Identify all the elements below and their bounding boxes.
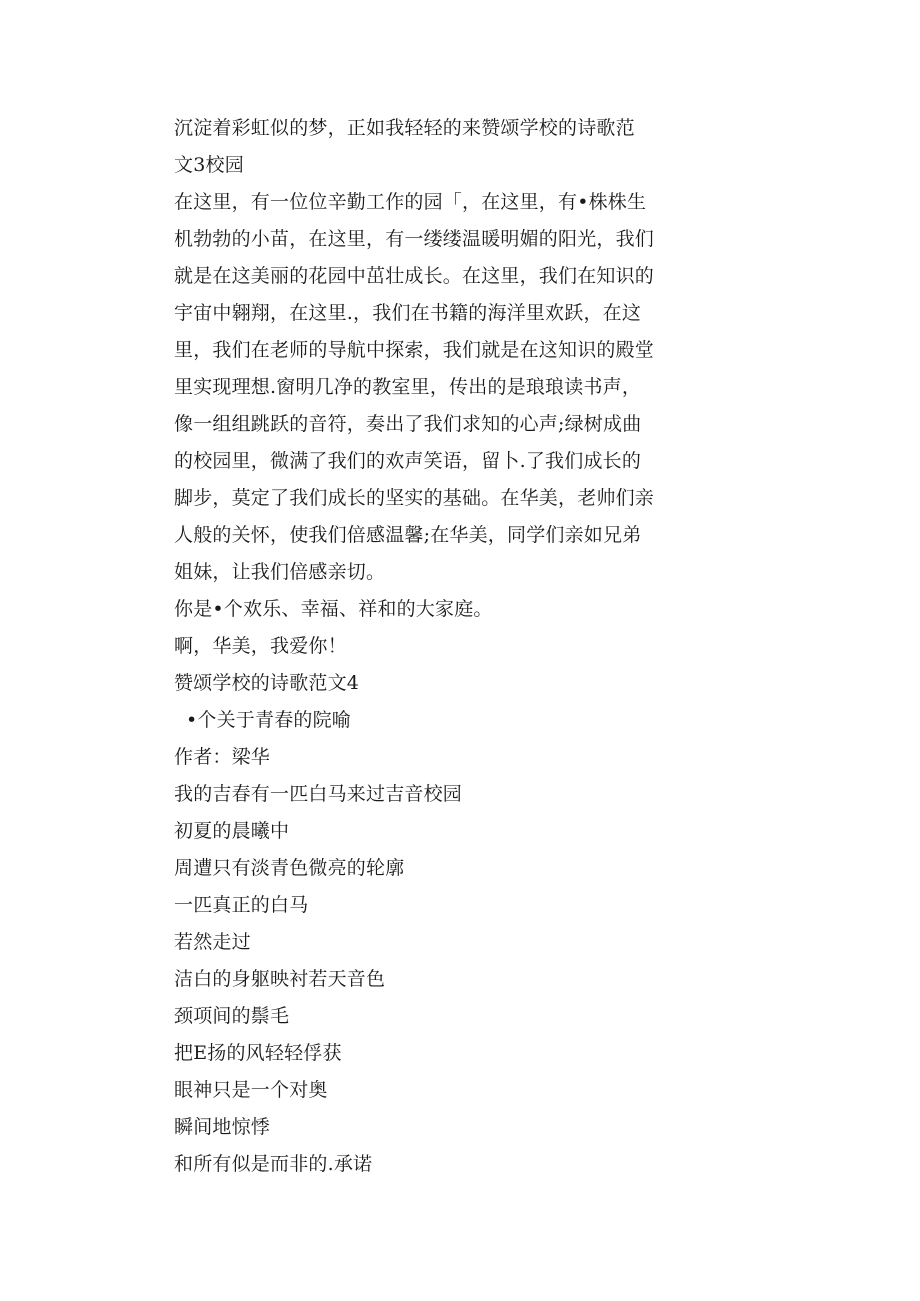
poem-line: 一匹真正的白马 [174, 894, 309, 916]
document-body [174, 110, 655, 1183]
text-line: 你是•个欢乐、幸福、祥和的大家庭。 [174, 598, 493, 620]
text-line: 文3校园 [174, 154, 244, 176]
poem-author: 作者：梁华 [174, 746, 271, 768]
text-line: 人般的关怀，使我们倍感温馨;在华美，同学们亲如兄弟 [174, 524, 642, 546]
section-heading: 赞颂学校的诗歌范文4 [174, 672, 360, 694]
poem-line: 颈项间的鬃毛 [174, 1005, 290, 1027]
poem-line: 和所有似是而非的.承诺 [174, 1153, 373, 1175]
poem-line: 周遭只有淡青色微亮的轮廓 [174, 857, 405, 879]
poem-title: •个关于青春的院喻 [186, 709, 352, 731]
poem-line: 洁白的身躯映衬若天音色 [174, 968, 386, 990]
text-line: 就是在这美丽的花园中茁壮成长。在这里，我们在知识的 [174, 265, 655, 287]
poem-line: 若然走过 [174, 931, 251, 953]
text-line: 在这里，有一位位辛勤工作的园「，在这里，有•株株生 [174, 191, 647, 213]
text-line: 像一组组跳跃的音符，奏出了我们求知的心声;绿树成曲 [174, 413, 642, 435]
text-line: 姐妹，让我们倍感亲切。 [174, 561, 386, 583]
text-line: 啊，华美，我爱你！ [174, 635, 347, 657]
text-line: 沉淀着彩虹似的梦，正如我轻轻的来赞颂学校的诗歌范 [174, 117, 635, 139]
text-line: 机勃勃的小苗，在这里，有一缕缕温暖明媚的阳光，我们 [174, 228, 655, 250]
poem-line: 我的吉春有一匹白马来过吉音校园 [174, 783, 463, 805]
poem-line: 眼神只是一个对奥 [174, 1079, 328, 1101]
text-line: 的校园里，微满了我们的欢声笑语，留卜.了我们成长的 [174, 450, 642, 472]
text-line: 里，我们在老师的导航中探索，我们就是在这知识的殿堂 [174, 339, 655, 361]
text-line: 里实现理想.窗明几净的教室里，传出的是琅琅读书声， [174, 376, 642, 398]
poem-line: 初夏的晨曦中 [174, 820, 290, 842]
text-line: 宇宙中翱翔，在这里.，我们在书籍的海洋里欢跃，在这 [174, 302, 642, 324]
poem-line: 瞬间地惊悸 [174, 1116, 271, 1138]
text-line: 脚步，莫定了我们成长的坚实的基础。在华美，老帅们亲 [174, 487, 655, 509]
poem-line: 把E扬的风轻轻俘获 [174, 1042, 342, 1064]
